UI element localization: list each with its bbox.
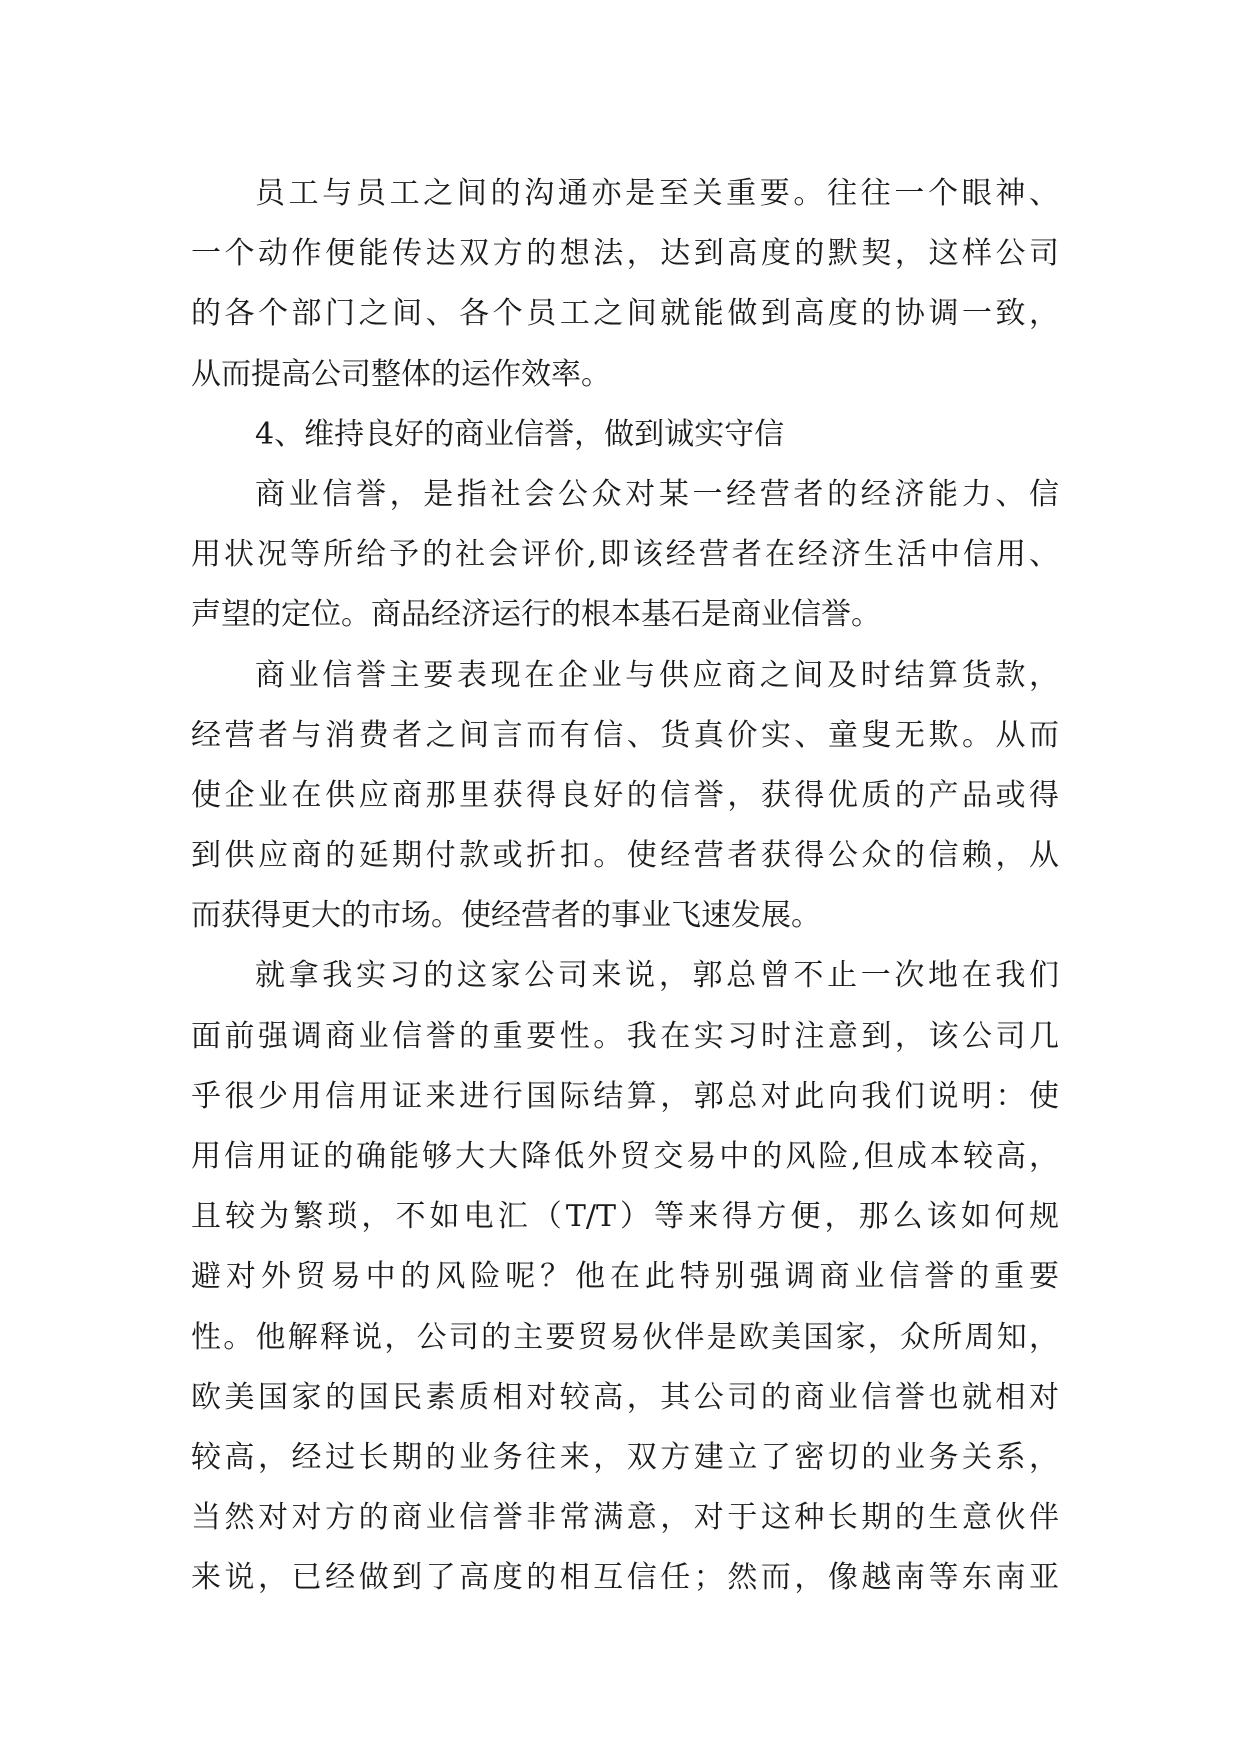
document-body — [191, 164, 1059, 1609]
text-line: 且较为繁琐，不如电汇（T/T）等来得方便，那么该如何规 — [191, 1199, 1059, 1235]
text-line: 的各个部门之间、各个员工之间就能做到高度的协调一致， — [191, 296, 1059, 332]
text-line: 用状况等所给予的社会评价,即该经营者在经济生活中信用、 — [191, 537, 1059, 573]
section-heading: 4、维持良好的商业信誉，做到诚实守信 — [255, 416, 785, 452]
text-line: 避对外贸易中的风险呢？他在此特别强调商业信誉的重要 — [191, 1259, 1059, 1295]
text-line: 而获得更大的市场。使经营者的事业飞速发展。 — [191, 898, 821, 934]
text-line: 性。他解释说，公司的主要贸易伙伴是欧美国家，众所周知， — [191, 1319, 1059, 1355]
text-line: 欧美国家的国民素质相对较高，其公司的商业信誉也就相对 — [191, 1379, 1059, 1415]
text-line: 到供应商的延期付款或折扣。使经营者获得公众的信赖，从 — [191, 838, 1059, 874]
text-line: 乎很少用信用证来进行国际结算，郭总对此向我们说明：使 — [191, 1078, 1059, 1114]
text-line: 使企业在供应商那里获得良好的信誉，获得优质的产品或得 — [191, 777, 1059, 813]
text-line: 商业信誉主要表现在企业与供应商之间及时结算货款， — [255, 657, 1059, 693]
text-line: 一个动作便能传达双方的想法，达到高度的默契，这样公司 — [191, 236, 1059, 272]
text-line: 面前强调商业信誉的重要性。我在实习时注意到，该公司几 — [191, 1018, 1059, 1054]
text-line: 就拿我实习的这家公司来说，郭总曾不止一次地在我们 — [255, 958, 1059, 994]
text-line: 来说，已经做到了高度的相互信任；然而，像越南等东南亚 — [191, 1560, 1059, 1596]
text-line: 声望的定位。商品经济运行的根本基石是商业信誉。 — [191, 597, 881, 633]
text-line: 较高，经过长期的业务往来，双方建立了密切的业务关系， — [191, 1439, 1059, 1475]
text-line: 当然对对方的商业信誉非常满意，对于这种长期的生意伙伴 — [191, 1500, 1059, 1536]
text-line: 商业信誉，是指社会公众对某一经营者的经济能力、信 — [255, 476, 1059, 512]
text-line: 用信用证的确能够大大降低外贸交易中的风险,但成本较高， — [191, 1139, 1059, 1174]
text-line: 从而提高公司整体的运作效率。 — [191, 356, 611, 392]
text-line: 经营者与消费者之间言而有信、货真价实、童叟无欺。从而 — [191, 717, 1059, 753]
text-line: 员工与员工之间的沟通亦是至关重要。往往一个眼神、 — [255, 176, 1059, 211]
